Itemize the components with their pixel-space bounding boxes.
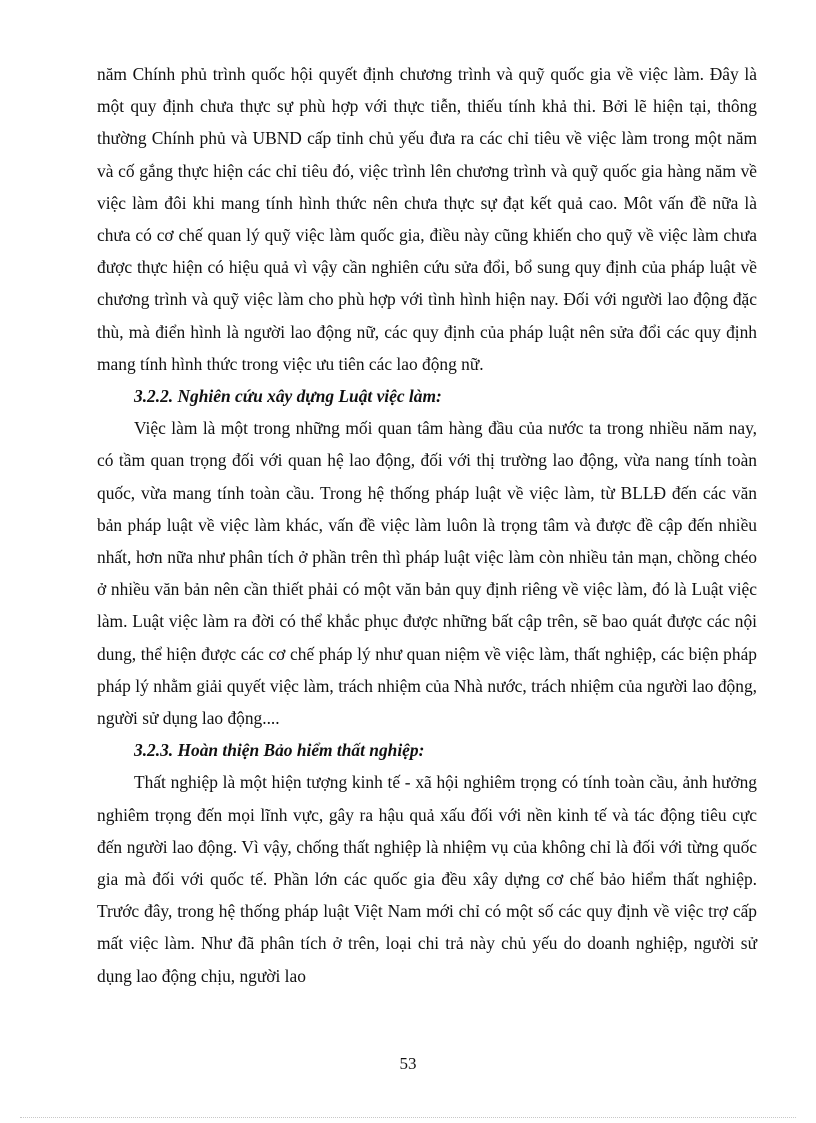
paragraph-luat-viec-lam: Việc làm là một trong những mối quan tâm hàng đầu của nước ta trong nhiều năm nay, có tầm quan trọng đối với quan hệ lao động, đối với thị trường lao động, vừa nang tính toàn quốc, vừa mang tính toàn cầu. Trong hệ thống pháp luật về việc làm, từ BLLĐ đến các văn bản pháp luật về việc làm khác, vấn đề việc làm luôn là trọng tâm và được đề cập đến nhiều nhất, hơn nữa như phân tích ở phần trên thì pháp luật việc làm còn nhiều tản mạn, chồng chéo ở nhiều văn bản nên cần thiết phải có một văn bản quy định riêng về việc làm, đó là Luật việc làm. Luật việc làm ra đời có thể khắc phục được những bất cập trên, sẽ bao quát được các nội dung, thể hiện được các cơ chế pháp lý như quan niệm về việc làm, thất nghiệp, các biện pháp pháp lý nhằm giải quyết việc làm, trách nhiệm của Nhà nước, trách nhiệm của người lao động, người sử dụng lao động.... [97,418,757,729]
section-heading-3-2-3: 3.2.3. Hoàn thiện Bảo hiểm thất nghiệp: [134,740,425,761]
section-heading-3-2-2: 3.2.2. Nghiên cứu xây dựng Luật việc làm: [134,386,442,407]
paragraph-bao-hiem-that-nghiep: Thất nghiệp là một hiện tượng kinh tế - xã hội nghiêm trọng có tính toàn cầu, ảnh hưởng nghiêm trọng đến mọi lĩnh vực, gây ra hậu quả xấu đối với nền kinh tế và tác động tiêu cực đến người lao động. Vì vậy, chống thất nghiệp là nhiệm vụ của không chỉ là đối với từng quốc gia mà đối với quốc tế. Phần lớn các quốc gia đều xây dựng cơ chế bảo hiểm thất nghiệp. Trước đây, trong hệ thống pháp luật Việt Nam mới chỉ có một số các quy định về việc trợ cấp mất việc làm. Như đã phân tích ở trên, loại chi trả này chủ yếu do doanh nghiệp, người sử dụng lao động chịu, người lao [97,772,757,986]
paragraph-chuong-trinh-quy-viec-lam: năm Chính phủ trình quốc hội quyết định chương trình và quỹ quốc gia về việc làm. Đây là một quy định chưa thực sự phù hợp với thực tiễn, thiếu tính khả thi. Bởi lẽ hiện tại, thông thường Chính phủ và UBND cấp tỉnh chủ yếu đưa ra các chỉ tiêu về việc làm trong một năm và cố gắng thực hiện các chỉ tiêu đó, việc trình lên chương trình và quỹ quốc gia hàng năm về việc làm đôi khi mang tính hình thức nên chưa thực sự đạt kết quả cao. Môt vấn đề nữa là chưa có cơ chế quan lý quỹ việc làm quốc gia, điều này cũng khiến cho quỹ về việc làm chưa được thực hiện có hiệu quả vì vậy cần nghiên cứu sửa đổi, bổ sung quy định của pháp luật về chương trình và quỹ việc làm cho phù hợp với tình hình hiện nay. Đối với người lao động đặc thù, mà điển hình là người lao động nữ, các quy định của pháp luật nên sửa đổi các quy định mang tính hình thức trong việc ưu tiên các lao động nữ. [97,64,757,374]
page-bottom-divider [20,1117,796,1118]
document-page [97,58,757,992]
page-number: 53 [399,1054,417,1073]
